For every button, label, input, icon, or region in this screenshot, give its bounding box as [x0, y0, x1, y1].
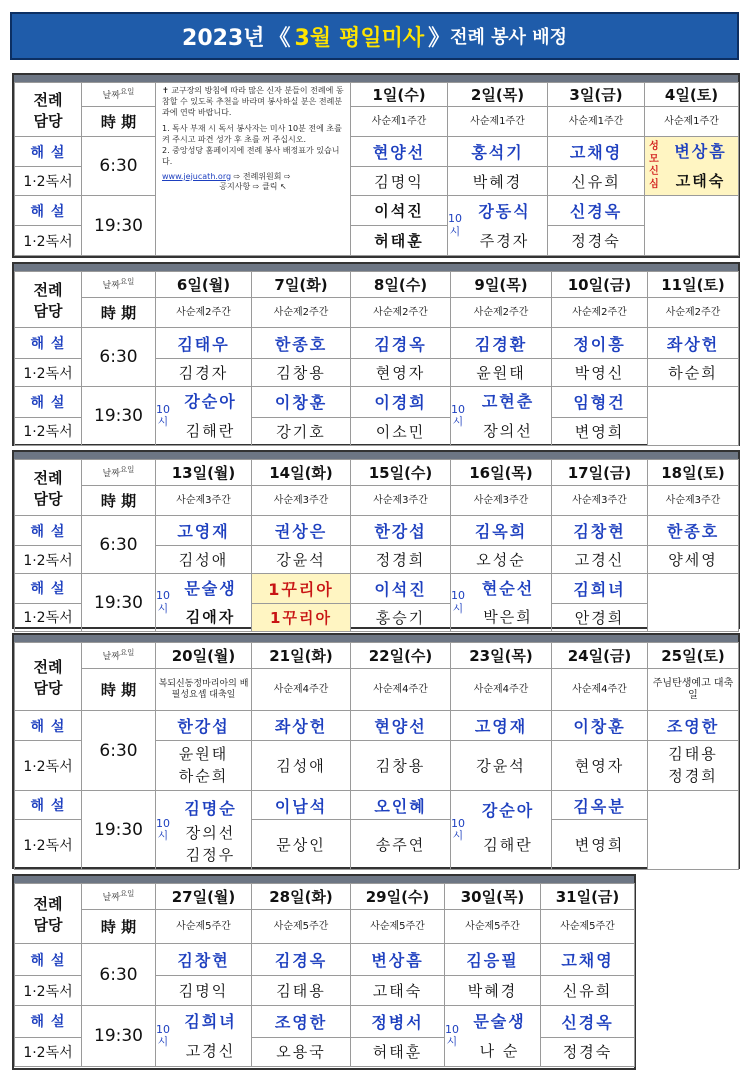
commentator-name: 고채영 [548, 137, 645, 167]
commentator-name: 좌상헌 [648, 328, 739, 359]
reader-cell [648, 741, 739, 791]
commentator-name: 김창현 [156, 944, 252, 976]
commentator-name: 김경환 [451, 328, 552, 359]
day-label: 25일(토) [648, 643, 739, 669]
commentator-name: 강동식 [478, 201, 531, 221]
day-label: 16일(목) [451, 460, 552, 486]
commentator-name: 임형건 [552, 387, 648, 418]
reader-name: 신유희 [548, 167, 645, 196]
commentator-name: 변상흠 [674, 142, 727, 161]
title-open: 《 [268, 25, 291, 51]
reader-name: 박혜경 [448, 167, 548, 196]
reader-name: 홍승기 [351, 603, 451, 632]
day-label: 15일(수) [351, 460, 451, 486]
commentator-name: 김창현 [552, 516, 648, 546]
reader-name: 김명익 [351, 167, 448, 196]
reader-name: 강기호 [252, 417, 351, 445]
reader-name: 김태용 [668, 744, 718, 763]
reader-cell [156, 741, 252, 791]
commentator-name: 고현춘 [481, 392, 535, 411]
empty-cell [648, 791, 739, 870]
time-630: 6:30 [82, 944, 156, 1006]
time-header: 時 期 [82, 910, 156, 944]
reader-name: 정경숙 [548, 226, 645, 256]
week-label: 사순제3주간 [156, 486, 252, 516]
week-label: 사순제2주간 [156, 298, 252, 328]
commentator-name: 현순선 [481, 579, 535, 598]
time-header: 時 期 [82, 298, 156, 328]
ten-am-cell: 10 시 강동식 주경자 [448, 196, 548, 256]
commentator-name: 조영한 [252, 1006, 351, 1038]
reader-name: 신유희 [541, 976, 635, 1006]
commentator-label: 해 설 [15, 711, 82, 741]
week-label: 사순제2주간 [252, 298, 351, 328]
role-header: 전례 담당 [15, 272, 82, 328]
reader-name: 안경희 [552, 603, 648, 632]
day-label: 3일(금) [548, 83, 645, 107]
commentator-name: 문술생 [184, 579, 237, 598]
reader-name: 문상인 [252, 820, 351, 870]
week-label: 사순제1주간 [448, 107, 548, 137]
reader-name: 하순희 [178, 766, 229, 785]
readers-label: 1·2독서 [15, 1037, 82, 1066]
title-month: 3월 [294, 25, 332, 51]
reader-name: 윤원태 [451, 359, 552, 387]
reader-name: 정경희 [668, 766, 718, 785]
reader-name: 장의선 [483, 422, 533, 440]
commentator-name: 변상흠 [351, 944, 445, 976]
commentator-name: 김옥희 [451, 516, 552, 546]
day-label: 28일(화) [252, 884, 351, 910]
week-label: 사순제1주간 [351, 107, 448, 137]
title-rest: 전례 봉사 배정 [450, 27, 567, 48]
reader-name: 주경자 [479, 231, 530, 250]
ten-am-cell: 10 시 김희녀 고경신 [156, 1006, 252, 1067]
day-label: 30일(목) [445, 884, 541, 910]
notice-line-2: 1. 독사 부재 시 독서 봉사자는 미사 10분 전에 초를 켜 주시고 파견 성가 후 초를 꺼 주십시오. [162, 124, 342, 145]
commentator-name: 오인혜 [351, 791, 451, 820]
day-label: 7일(화) [252, 272, 351, 298]
day-label: 8일(수) [351, 272, 451, 298]
commentator-name: 한종호 [648, 516, 739, 546]
commentator-name: 강순아 [481, 800, 535, 820]
reader-name: 김성애 [156, 546, 252, 574]
notice-line-1: ✝ 교구장의 방침에 따라 많은 신자 분들이 전례에 동참할 수 있도록 추천을 바라며 봉사하실 분은 전례분과에 연락 바랍니다. [162, 86, 344, 117]
reader-name: 김경자 [156, 359, 252, 387]
page-title [10, 12, 739, 60]
day-label: 27일(월) [156, 884, 252, 910]
role-header: 전례 담당 [15, 884, 82, 944]
reader-name: 김창용 [351, 741, 451, 791]
time-header: 時 期 [82, 486, 156, 516]
commentator-name: 권상은 [252, 516, 351, 546]
commentator-label: 해 설 [15, 137, 82, 167]
week-label: 사순제5주간 [541, 910, 635, 944]
commentator-name: 김옥분 [552, 791, 648, 820]
commentator-name: 김희녀 [184, 1012, 237, 1031]
week-label: 사순제2주간 [351, 298, 451, 328]
seong-label: 성 모 신 심 [649, 141, 659, 190]
readers-label: 1·2독서 [15, 226, 82, 256]
commentator-label: 해 설 [15, 1006, 82, 1038]
title-kind: 평일미사 [339, 25, 425, 51]
reader-name: 박영신 [552, 359, 648, 387]
day-label: 24일(금) [552, 643, 648, 669]
reader-name: 허태훈 [351, 226, 448, 256]
commentator-label: 해 설 [15, 574, 82, 604]
commentator-name: 이경희 [351, 387, 451, 418]
date-header: 날짜$^{요일}$ [82, 643, 156, 669]
commentator-name: 이창훈 [252, 387, 351, 418]
reader-name: 박혜경 [445, 976, 541, 1006]
day-label: 18일(토) [648, 460, 739, 486]
day-label: 20일(월) [156, 643, 252, 669]
commentator-name: 이석진 [351, 196, 448, 226]
commentator-name: 좌상헌 [252, 711, 351, 741]
reader-name: 고경신 [552, 546, 648, 574]
role-header: 전례 담당 [15, 460, 82, 516]
reader-name: 현영자 [351, 359, 451, 387]
day-label: 4일(토) [645, 83, 739, 107]
readers-label: 1·2독서 [15, 820, 82, 870]
week-label: 사순제5주간 [252, 910, 351, 944]
time-1930: 19:30 [82, 791, 156, 870]
commentator-label: 해 설 [15, 387, 82, 418]
time-1930: 19:30 [82, 387, 156, 446]
ten-am-cell: 10 시 고현춘 장의선 [451, 387, 552, 446]
reader-name: 나 순 [479, 1042, 520, 1060]
date-header: 날짜$^{요일}$ [82, 460, 156, 486]
day-label: 11일(토) [648, 272, 739, 298]
day-label: 23일(목) [451, 643, 552, 669]
commentator-name: 1꾸리아 [252, 574, 351, 604]
day-label: 2일(목) [448, 83, 548, 107]
reader-name: 강윤석 [451, 741, 552, 791]
date-header: 날짜$^{요일}$ [82, 884, 156, 910]
reader-name: 하순희 [648, 359, 739, 387]
empty-cell [648, 387, 739, 446]
commentator-label: 해 설 [15, 944, 82, 976]
readers-label: 1·2독서 [15, 546, 82, 574]
week-1-block [12, 73, 740, 258]
reader-name: 오성순 [451, 546, 552, 574]
reader-name: 변영희 [552, 417, 648, 445]
time-630: 6:30 [82, 137, 156, 196]
week-label: 사순제4주간 [252, 669, 351, 711]
week-2-block [12, 262, 740, 446]
empty-cell [645, 196, 739, 256]
commentator-name: 이석진 [351, 574, 451, 604]
ten-am-cell: 10 시 강순아 김해란 [451, 791, 552, 870]
commentator-label: 해 설 [15, 791, 82, 820]
notice-box: ✝ 교구장의 방침에 따라 많은 신자 분들이 전례에 동참할 수 있도록 추천을 바라며 봉사하실 분은 전례분과에 연락 바랍니다. 1. 독사 부재 시 독서 봉사자는 미사 10분 전에 초를 켜 주시고 파견 성가 후 초를 꺼 주십시오. 2. 중앙성당 홈페이지에 전례 봉사 배정표가 있습니다. www.jejucath.org ⇨ 전례위원회 ⇨ 공지사항 ⇨ 클릭 ↖ [156, 83, 351, 256]
week-label: 사순제5주간 [445, 910, 541, 944]
commentator-name: 조영한 [648, 711, 739, 741]
commentator-label: 해 설 [15, 516, 82, 546]
week-label: 복되신동정마리아의 배필성요셉 대축일 [156, 669, 252, 711]
ten-am-cell: 10 시 현순선 박은희 [451, 574, 552, 632]
week-label: 사순제3주간 [648, 486, 739, 516]
date-header: 날짜$^{요일}$ [82, 272, 156, 298]
commentator-name: 고영재 [156, 516, 252, 546]
day-label: 10일(금) [552, 272, 648, 298]
week-label: 사순제1주간 [645, 107, 739, 137]
commentator-name: 김경옥 [252, 944, 351, 976]
commentator-name: 신경옥 [548, 196, 645, 226]
ten-am-cell: 10 시 문술생 나 순 [445, 1006, 541, 1067]
week-label: 사순제5주간 [351, 910, 445, 944]
day-label: 17일(금) [552, 460, 648, 486]
reader-name: 송주연 [351, 820, 451, 870]
commentator-name: 김응필 [445, 944, 541, 976]
commentator-name: 이창훈 [552, 711, 648, 741]
commentator-label: 해 설 [15, 328, 82, 359]
time-630: 6:30 [82, 328, 156, 387]
week-3-block [12, 450, 740, 629]
week-label: 주님탄생예고 대축일 [648, 669, 739, 711]
commentator-name: 정이흥 [552, 328, 648, 359]
reader-name: 현영자 [552, 741, 648, 791]
reader-name: 고태숙 [675, 172, 726, 190]
day-label: 1일(수) [351, 83, 448, 107]
week-4-block [12, 633, 740, 869]
reader-name: 김명익 [156, 976, 252, 1006]
day-label: 6일(월) [156, 272, 252, 298]
commentator-name: 현양선 [351, 711, 451, 741]
reader-name: 이소민 [351, 417, 451, 445]
day-label: 21일(화) [252, 643, 351, 669]
commentator-label: 해 설 [15, 196, 82, 226]
readers-label: 1·2독서 [15, 167, 82, 196]
reader-name: 김해란 [483, 835, 533, 854]
reader-name: 김애자 [185, 608, 236, 626]
reader-name: 고태숙 [351, 976, 445, 1006]
week-5-table [14, 883, 635, 1067]
week-label: 사순제2주간 [451, 298, 552, 328]
time-1930: 19:30 [82, 1006, 156, 1067]
reader-name: 오용국 [252, 1037, 351, 1066]
commentator-name: 한강섭 [156, 711, 252, 741]
ten-am-cell: 10 시 강순아 김해란 [156, 387, 252, 446]
week-label: 사순제5주간 [156, 910, 252, 944]
week-label: 사순제3주간 [351, 486, 451, 516]
commentator-name: 한종호 [252, 328, 351, 359]
commentator-name: 홍석기 [448, 137, 548, 167]
saturday-special-cell [645, 137, 739, 196]
reader-name: 김성애 [252, 741, 351, 791]
readers-label: 1·2독서 [15, 359, 82, 387]
reader-name: 윤원태 [178, 744, 229, 763]
commentator-name: 고영재 [451, 711, 552, 741]
time-1930: 19:30 [82, 196, 156, 256]
reader-name: 김태용 [252, 976, 351, 1006]
reader-name: 장의선 [185, 823, 236, 842]
commentator-name: 현양선 [351, 137, 448, 167]
reader-name: 정경희 [351, 546, 451, 574]
week-label: 사순제3주간 [552, 486, 648, 516]
reader-name: 김해란 [185, 422, 236, 440]
week-label: 사순제4주간 [351, 669, 451, 711]
week-label: 사순제2주간 [648, 298, 739, 328]
ten-am-cell: 10 시 김명순 장의선 김정우 [156, 791, 252, 870]
commentator-name: 한강섭 [351, 516, 451, 546]
time-630: 6:30 [82, 711, 156, 791]
role-header: 전례 담당 [15, 643, 82, 711]
day-label: 13일(월) [156, 460, 252, 486]
empty-cell [648, 574, 739, 632]
readers-label: 1·2독서 [15, 417, 82, 445]
title-close: 》 [428, 25, 451, 51]
time-1930: 19:30 [82, 574, 156, 632]
reader-name: 정경숙 [541, 1037, 635, 1066]
reader-name: 김창용 [252, 359, 351, 387]
commentator-name: 김태우 [156, 328, 252, 359]
week-3-table [14, 459, 739, 632]
notice-line-3: 2. 중앙성당 홈페이지에 전례 봉사 배정표가 있습니다. [162, 145, 340, 166]
commentator-name: 정병서 [351, 1006, 445, 1038]
readers-label: 1·2독서 [15, 741, 82, 791]
ten-am-cell: 10 시 문술생 김애자 [156, 574, 252, 632]
readers-label: 1·2독서 [15, 976, 82, 1006]
commentator-name: 김희녀 [552, 574, 648, 604]
week-label: 사순제4주간 [451, 669, 552, 711]
reader-name: 김정우 [185, 845, 236, 864]
week-5-block [12, 874, 636, 1070]
role-header: 전례 담당 [15, 83, 82, 137]
week-label: 사순제3주간 [252, 486, 351, 516]
commentator-name: 강순아 [184, 392, 237, 411]
commentator-name: 김경옥 [351, 328, 451, 359]
reader-name: 변영희 [552, 820, 648, 870]
commentator-name: 김명순 [184, 798, 237, 818]
commentator-name: 고채영 [541, 944, 635, 976]
reader-name: 1꾸리아 [252, 603, 351, 632]
notice-line-4: 공지사항 ⇨ 클릭 ↖ [219, 182, 287, 192]
day-label: 31일(금) [541, 884, 635, 910]
readers-label: 1·2독서 [15, 603, 82, 632]
homepage-link[interactable]: www.jejucath.org [162, 171, 232, 181]
week-1-table [14, 82, 739, 256]
day-label: 29일(수) [351, 884, 445, 910]
time-630: 6:30 [82, 516, 156, 574]
day-label: 9일(목) [451, 272, 552, 298]
day-label: 22일(수) [351, 643, 451, 669]
week-2-table [14, 271, 739, 446]
week-label: 사순제3주간 [451, 486, 552, 516]
week-label: 사순제4주간 [552, 669, 648, 711]
week-4-table [14, 642, 739, 870]
reader-name: 양세영 [648, 546, 739, 574]
commentator-name: 이남석 [252, 791, 351, 820]
week-label: 사순제2주간 [552, 298, 648, 328]
commentator-name: 신경옥 [541, 1006, 635, 1038]
day-label: 14일(화) [252, 460, 351, 486]
week-label: 사순제1주간 [548, 107, 645, 137]
title-year: 2023년 [182, 25, 265, 51]
reader-name: 고경신 [185, 1042, 236, 1060]
reader-name: 박은희 [483, 608, 533, 626]
time-header: 時 期 [82, 107, 156, 137]
time-header: 時 期 [82, 669, 156, 711]
date-header: 날짜$^{요일}$ [82, 83, 156, 107]
commentator-name: 문술생 [473, 1012, 526, 1031]
reader-name: 허태훈 [351, 1037, 445, 1066]
reader-name: 강윤석 [252, 546, 351, 574]
